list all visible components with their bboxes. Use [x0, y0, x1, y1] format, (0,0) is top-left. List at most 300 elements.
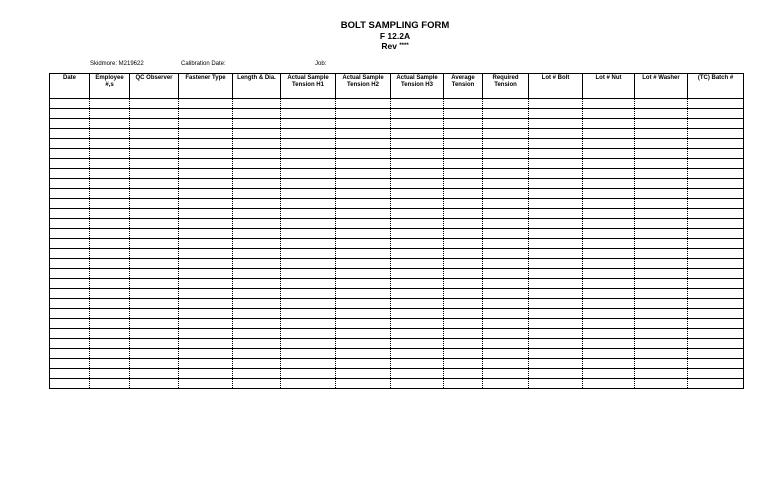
- entry-cell[interactable]: [90, 119, 130, 129]
- entry-cell[interactable]: [130, 319, 179, 329]
- entry-cell[interactable]: [391, 139, 444, 149]
- entry-cell[interactable]: [483, 259, 529, 269]
- entry-cell[interactable]: [688, 339, 744, 349]
- entry-cell[interactable]: [336, 259, 391, 269]
- entry-cell[interactable]: [444, 259, 483, 269]
- entry-cell[interactable]: [688, 169, 744, 179]
- entry-cell[interactable]: [483, 229, 529, 239]
- entry-cell[interactable]: [130, 159, 179, 169]
- entry-cell[interactable]: [179, 359, 233, 369]
- entry-cell[interactable]: [50, 189, 90, 199]
- entry-cell[interactable]: [483, 379, 529, 389]
- entry-cell[interactable]: [281, 339, 336, 349]
- entry-cell[interactable]: [444, 359, 483, 369]
- entry-cell[interactable]: [391, 159, 444, 169]
- entry-cell[interactable]: [179, 319, 233, 329]
- entry-cell[interactable]: [50, 229, 90, 239]
- entry-cell[interactable]: [90, 189, 130, 199]
- entry-cell[interactable]: [583, 199, 635, 209]
- entry-cell[interactable]: [583, 309, 635, 319]
- entry-cell[interactable]: [90, 109, 130, 119]
- entry-cell[interactable]: [130, 259, 179, 269]
- entry-cell[interactable]: [281, 209, 336, 219]
- entry-cell[interactable]: [483, 369, 529, 379]
- entry-cell[interactable]: [391, 99, 444, 109]
- entry-cell[interactable]: [233, 199, 281, 209]
- entry-cell[interactable]: [529, 329, 583, 339]
- entry-cell[interactable]: [583, 249, 635, 259]
- entry-cell[interactable]: [583, 119, 635, 129]
- entry-cell[interactable]: [483, 269, 529, 279]
- entry-cell[interactable]: [688, 319, 744, 329]
- entry-cell[interactable]: [688, 249, 744, 259]
- entry-cell[interactable]: [130, 359, 179, 369]
- entry-cell[interactable]: [90, 249, 130, 259]
- entry-cell[interactable]: [483, 339, 529, 349]
- entry-cell[interactable]: [179, 289, 233, 299]
- entry-cell[interactable]: [179, 149, 233, 159]
- entry-cell[interactable]: [688, 279, 744, 289]
- entry-cell[interactable]: [336, 109, 391, 119]
- entry-cell[interactable]: [281, 259, 336, 269]
- entry-cell[interactable]: [444, 139, 483, 149]
- entry-cell[interactable]: [529, 179, 583, 189]
- entry-cell[interactable]: [529, 369, 583, 379]
- entry-cell[interactable]: [635, 169, 688, 179]
- entry-cell[interactable]: [50, 199, 90, 209]
- entry-cell[interactable]: [444, 149, 483, 159]
- entry-cell[interactable]: [130, 139, 179, 149]
- entry-cell[interactable]: [583, 179, 635, 189]
- entry-cell[interactable]: [583, 139, 635, 149]
- entry-cell[interactable]: [529, 149, 583, 159]
- entry-cell[interactable]: [90, 219, 130, 229]
- entry-cell[interactable]: [391, 199, 444, 209]
- entry-cell[interactable]: [635, 149, 688, 159]
- entry-cell[interactable]: [179, 349, 233, 359]
- entry-cell[interactable]: [233, 249, 281, 259]
- entry-cell[interactable]: [179, 269, 233, 279]
- entry-cell[interactable]: [483, 359, 529, 369]
- entry-cell[interactable]: [179, 179, 233, 189]
- entry-cell[interactable]: [583, 169, 635, 179]
- entry-cell[interactable]: [233, 269, 281, 279]
- entry-cell[interactable]: [233, 279, 281, 289]
- entry-cell[interactable]: [391, 329, 444, 339]
- entry-cell[interactable]: [281, 239, 336, 249]
- entry-cell[interactable]: [90, 139, 130, 149]
- entry-cell[interactable]: [130, 369, 179, 379]
- entry-cell[interactable]: [583, 109, 635, 119]
- entry-cell[interactable]: [688, 209, 744, 219]
- entry-cell[interactable]: [635, 259, 688, 269]
- entry-cell[interactable]: [90, 269, 130, 279]
- entry-cell[interactable]: [233, 339, 281, 349]
- entry-cell[interactable]: [583, 339, 635, 349]
- entry-cell[interactable]: [281, 119, 336, 129]
- entry-cell[interactable]: [391, 359, 444, 369]
- entry-cell[interactable]: [529, 289, 583, 299]
- entry-cell[interactable]: [583, 329, 635, 339]
- entry-cell[interactable]: [130, 189, 179, 199]
- entry-cell[interactable]: [130, 179, 179, 189]
- entry-cell[interactable]: [50, 249, 90, 259]
- entry-cell[interactable]: [688, 219, 744, 229]
- entry-cell[interactable]: [336, 279, 391, 289]
- entry-cell[interactable]: [336, 369, 391, 379]
- entry-cell[interactable]: [90, 199, 130, 209]
- entry-cell[interactable]: [391, 259, 444, 269]
- entry-cell[interactable]: [444, 99, 483, 109]
- entry-cell[interactable]: [130, 289, 179, 299]
- entry-cell[interactable]: [90, 239, 130, 249]
- entry-cell[interactable]: [281, 219, 336, 229]
- entry-cell[interactable]: [336, 299, 391, 309]
- entry-cell[interactable]: [529, 169, 583, 179]
- entry-cell[interactable]: [336, 189, 391, 199]
- entry-cell[interactable]: [233, 359, 281, 369]
- entry-cell[interactable]: [50, 209, 90, 219]
- entry-cell[interactable]: [281, 179, 336, 189]
- entry-cell[interactable]: [483, 169, 529, 179]
- entry-cell[interactable]: [336, 169, 391, 179]
- entry-cell[interactable]: [444, 319, 483, 329]
- entry-cell[interactable]: [688, 129, 744, 139]
- entry-cell[interactable]: [130, 149, 179, 159]
- entry-cell[interactable]: [179, 219, 233, 229]
- entry-cell[interactable]: [688, 269, 744, 279]
- entry-cell[interactable]: [130, 269, 179, 279]
- entry-cell[interactable]: [179, 379, 233, 389]
- entry-cell[interactable]: [281, 309, 336, 319]
- entry-cell[interactable]: [635, 239, 688, 249]
- entry-cell[interactable]: [483, 309, 529, 319]
- entry-cell[interactable]: [130, 239, 179, 249]
- entry-cell[interactable]: [688, 349, 744, 359]
- entry-cell[interactable]: [50, 149, 90, 159]
- entry-cell[interactable]: [336, 209, 391, 219]
- entry-cell[interactable]: [50, 99, 90, 109]
- entry-cell[interactable]: [688, 99, 744, 109]
- entry-cell[interactable]: [179, 369, 233, 379]
- entry-cell[interactable]: [179, 139, 233, 149]
- entry-cell[interactable]: [281, 329, 336, 339]
- entry-cell[interactable]: [635, 309, 688, 319]
- entry-cell[interactable]: [90, 329, 130, 339]
- entry-cell[interactable]: [336, 309, 391, 319]
- entry-cell[interactable]: [130, 309, 179, 319]
- entry-cell[interactable]: [179, 189, 233, 199]
- entry-cell[interactable]: [635, 229, 688, 239]
- entry-cell[interactable]: [50, 159, 90, 169]
- entry-cell[interactable]: [233, 159, 281, 169]
- entry-cell[interactable]: [391, 349, 444, 359]
- entry-cell[interactable]: [583, 209, 635, 219]
- entry-cell[interactable]: [90, 229, 130, 239]
- entry-cell[interactable]: [391, 119, 444, 129]
- entry-cell[interactable]: [233, 119, 281, 129]
- entry-cell[interactable]: [281, 229, 336, 239]
- entry-cell[interactable]: [688, 199, 744, 209]
- entry-cell[interactable]: [233, 219, 281, 229]
- entry-cell[interactable]: [483, 129, 529, 139]
- entry-cell[interactable]: [90, 179, 130, 189]
- entry-cell[interactable]: [483, 109, 529, 119]
- entry-cell[interactable]: [444, 159, 483, 169]
- entry-cell[interactable]: [391, 309, 444, 319]
- entry-cell[interactable]: [179, 119, 233, 129]
- entry-cell[interactable]: [281, 319, 336, 329]
- entry-cell[interactable]: [50, 359, 90, 369]
- entry-cell[interactable]: [529, 209, 583, 219]
- entry-cell[interactable]: [336, 159, 391, 169]
- entry-cell[interactable]: [336, 99, 391, 109]
- entry-cell[interactable]: [50, 129, 90, 139]
- entry-cell[interactable]: [529, 309, 583, 319]
- entry-cell[interactable]: [233, 169, 281, 179]
- entry-cell[interactable]: [688, 309, 744, 319]
- entry-cell[interactable]: [90, 379, 130, 389]
- entry-cell[interactable]: [483, 219, 529, 229]
- entry-cell[interactable]: [483, 199, 529, 209]
- entry-cell[interactable]: [583, 229, 635, 239]
- entry-cell[interactable]: [444, 179, 483, 189]
- entry-cell[interactable]: [391, 269, 444, 279]
- entry-cell[interactable]: [483, 249, 529, 259]
- entry-cell[interactable]: [583, 159, 635, 169]
- entry-cell[interactable]: [281, 279, 336, 289]
- entry-cell[interactable]: [281, 249, 336, 259]
- entry-cell[interactable]: [90, 209, 130, 219]
- entry-cell[interactable]: [529, 99, 583, 109]
- entry-cell[interactable]: [688, 299, 744, 309]
- entry-cell[interactable]: [50, 299, 90, 309]
- entry-cell[interactable]: [233, 189, 281, 199]
- entry-cell[interactable]: [233, 99, 281, 109]
- entry-cell[interactable]: [483, 239, 529, 249]
- entry-cell[interactable]: [635, 349, 688, 359]
- entry-cell[interactable]: [336, 179, 391, 189]
- entry-cell[interactable]: [50, 319, 90, 329]
- entry-cell[interactable]: [529, 199, 583, 209]
- entry-cell[interactable]: [233, 289, 281, 299]
- entry-cell[interactable]: [233, 179, 281, 189]
- entry-cell[interactable]: [281, 129, 336, 139]
- entry-cell[interactable]: [179, 159, 233, 169]
- entry-cell[interactable]: [483, 189, 529, 199]
- entry-cell[interactable]: [529, 139, 583, 149]
- entry-cell[interactable]: [635, 279, 688, 289]
- entry-cell[interactable]: [483, 179, 529, 189]
- entry-cell[interactable]: [688, 289, 744, 299]
- entry-cell[interactable]: [130, 299, 179, 309]
- entry-cell[interactable]: [50, 239, 90, 249]
- entry-cell[interactable]: [635, 269, 688, 279]
- entry-cell[interactable]: [688, 329, 744, 339]
- entry-cell[interactable]: [130, 209, 179, 219]
- entry-cell[interactable]: [50, 379, 90, 389]
- entry-cell[interactable]: [529, 379, 583, 389]
- entry-cell[interactable]: [444, 219, 483, 229]
- entry-cell[interactable]: [391, 379, 444, 389]
- entry-cell[interactable]: [444, 309, 483, 319]
- entry-cell[interactable]: [130, 279, 179, 289]
- entry-cell[interactable]: [688, 139, 744, 149]
- entry-cell[interactable]: [336, 239, 391, 249]
- entry-cell[interactable]: [635, 179, 688, 189]
- entry-cell[interactable]: [90, 339, 130, 349]
- entry-cell[interactable]: [179, 239, 233, 249]
- entry-cell[interactable]: [583, 239, 635, 249]
- entry-cell[interactable]: [583, 279, 635, 289]
- entry-cell[interactable]: [233, 139, 281, 149]
- entry-cell[interactable]: [444, 349, 483, 359]
- entry-cell[interactable]: [688, 179, 744, 189]
- entry-cell[interactable]: [281, 349, 336, 359]
- entry-cell[interactable]: [179, 259, 233, 269]
- entry-cell[interactable]: [391, 109, 444, 119]
- entry-cell[interactable]: [688, 149, 744, 159]
- entry-cell[interactable]: [391, 369, 444, 379]
- entry-cell[interactable]: [90, 359, 130, 369]
- entry-cell[interactable]: [90, 349, 130, 359]
- entry-cell[interactable]: [635, 299, 688, 309]
- entry-cell[interactable]: [529, 159, 583, 169]
- entry-cell[interactable]: [50, 259, 90, 269]
- entry-cell[interactable]: [583, 99, 635, 109]
- entry-cell[interactable]: [179, 299, 233, 309]
- entry-cell[interactable]: [233, 299, 281, 309]
- entry-cell[interactable]: [130, 169, 179, 179]
- entry-cell[interactable]: [50, 309, 90, 319]
- entry-cell[interactable]: [444, 369, 483, 379]
- entry-cell[interactable]: [179, 229, 233, 239]
- entry-cell[interactable]: [336, 289, 391, 299]
- entry-cell[interactable]: [233, 229, 281, 239]
- entry-cell[interactable]: [336, 129, 391, 139]
- entry-cell[interactable]: [281, 379, 336, 389]
- entry-cell[interactable]: [130, 249, 179, 259]
- entry-cell[interactable]: [483, 299, 529, 309]
- entry-cell[interactable]: [233, 149, 281, 159]
- entry-cell[interactable]: [483, 139, 529, 149]
- entry-cell[interactable]: [336, 139, 391, 149]
- entry-cell[interactable]: [583, 379, 635, 389]
- entry-cell[interactable]: [179, 309, 233, 319]
- entry-cell[interactable]: [233, 379, 281, 389]
- entry-cell[interactable]: [50, 279, 90, 289]
- entry-cell[interactable]: [444, 169, 483, 179]
- entry-cell[interactable]: [444, 119, 483, 129]
- entry-cell[interactable]: [130, 119, 179, 129]
- entry-cell[interactable]: [444, 289, 483, 299]
- entry-cell[interactable]: [50, 289, 90, 299]
- entry-cell[interactable]: [179, 329, 233, 339]
- entry-cell[interactable]: [444, 199, 483, 209]
- entry-cell[interactable]: [635, 339, 688, 349]
- entry-cell[interactable]: [635, 99, 688, 109]
- entry-cell[interactable]: [391, 239, 444, 249]
- entry-cell[interactable]: [281, 149, 336, 159]
- entry-cell[interactable]: [583, 369, 635, 379]
- entry-cell[interactable]: [281, 139, 336, 149]
- entry-cell[interactable]: [635, 369, 688, 379]
- entry-cell[interactable]: [391, 189, 444, 199]
- entry-cell[interactable]: [391, 319, 444, 329]
- entry-cell[interactable]: [483, 149, 529, 159]
- entry-cell[interactable]: [635, 199, 688, 209]
- entry-cell[interactable]: [90, 99, 130, 109]
- entry-cell[interactable]: [688, 369, 744, 379]
- entry-cell[interactable]: [635, 329, 688, 339]
- entry-cell[interactable]: [444, 299, 483, 309]
- entry-cell[interactable]: [281, 359, 336, 369]
- entry-cell[interactable]: [391, 169, 444, 179]
- entry-cell[interactable]: [529, 339, 583, 349]
- entry-cell[interactable]: [529, 109, 583, 119]
- entry-cell[interactable]: [336, 339, 391, 349]
- entry-cell[interactable]: [50, 219, 90, 229]
- entry-cell[interactable]: [583, 319, 635, 329]
- entry-cell[interactable]: [281, 169, 336, 179]
- entry-cell[interactable]: [688, 159, 744, 169]
- entry-cell[interactable]: [50, 119, 90, 129]
- entry-cell[interactable]: [391, 249, 444, 259]
- entry-cell[interactable]: [336, 349, 391, 359]
- entry-cell[interactable]: [90, 129, 130, 139]
- entry-cell[interactable]: [50, 109, 90, 119]
- entry-cell[interactable]: [281, 109, 336, 119]
- entry-cell[interactable]: [529, 259, 583, 269]
- entry-cell[interactable]: [444, 249, 483, 259]
- entry-cell[interactable]: [583, 219, 635, 229]
- entry-cell[interactable]: [688, 119, 744, 129]
- entry-cell[interactable]: [444, 189, 483, 199]
- entry-cell[interactable]: [130, 349, 179, 359]
- entry-cell[interactable]: [583, 129, 635, 139]
- entry-cell[interactable]: [444, 269, 483, 279]
- entry-cell[interactable]: [583, 149, 635, 159]
- entry-cell[interactable]: [391, 219, 444, 229]
- entry-cell[interactable]: [483, 319, 529, 329]
- entry-cell[interactable]: [130, 339, 179, 349]
- entry-cell[interactable]: [483, 119, 529, 129]
- entry-cell[interactable]: [635, 379, 688, 389]
- entry-cell[interactable]: [130, 219, 179, 229]
- entry-cell[interactable]: [50, 349, 90, 359]
- entry-cell[interactable]: [444, 209, 483, 219]
- entry-cell[interactable]: [529, 239, 583, 249]
- entry-cell[interactable]: [688, 259, 744, 269]
- entry-cell[interactable]: [179, 199, 233, 209]
- entry-cell[interactable]: [90, 309, 130, 319]
- entry-cell[interactable]: [179, 169, 233, 179]
- entry-cell[interactable]: [90, 299, 130, 309]
- entry-cell[interactable]: [179, 279, 233, 289]
- entry-cell[interactable]: [281, 189, 336, 199]
- entry-cell[interactable]: [281, 299, 336, 309]
- entry-cell[interactable]: [281, 199, 336, 209]
- entry-cell[interactable]: [233, 309, 281, 319]
- entry-cell[interactable]: [635, 319, 688, 329]
- entry-cell[interactable]: [281, 269, 336, 279]
- entry-cell[interactable]: [336, 249, 391, 259]
- entry-cell[interactable]: [336, 359, 391, 369]
- entry-cell[interactable]: [529, 269, 583, 279]
- entry-cell[interactable]: [130, 129, 179, 139]
- entry-cell[interactable]: [179, 109, 233, 119]
- entry-cell[interactable]: [179, 129, 233, 139]
